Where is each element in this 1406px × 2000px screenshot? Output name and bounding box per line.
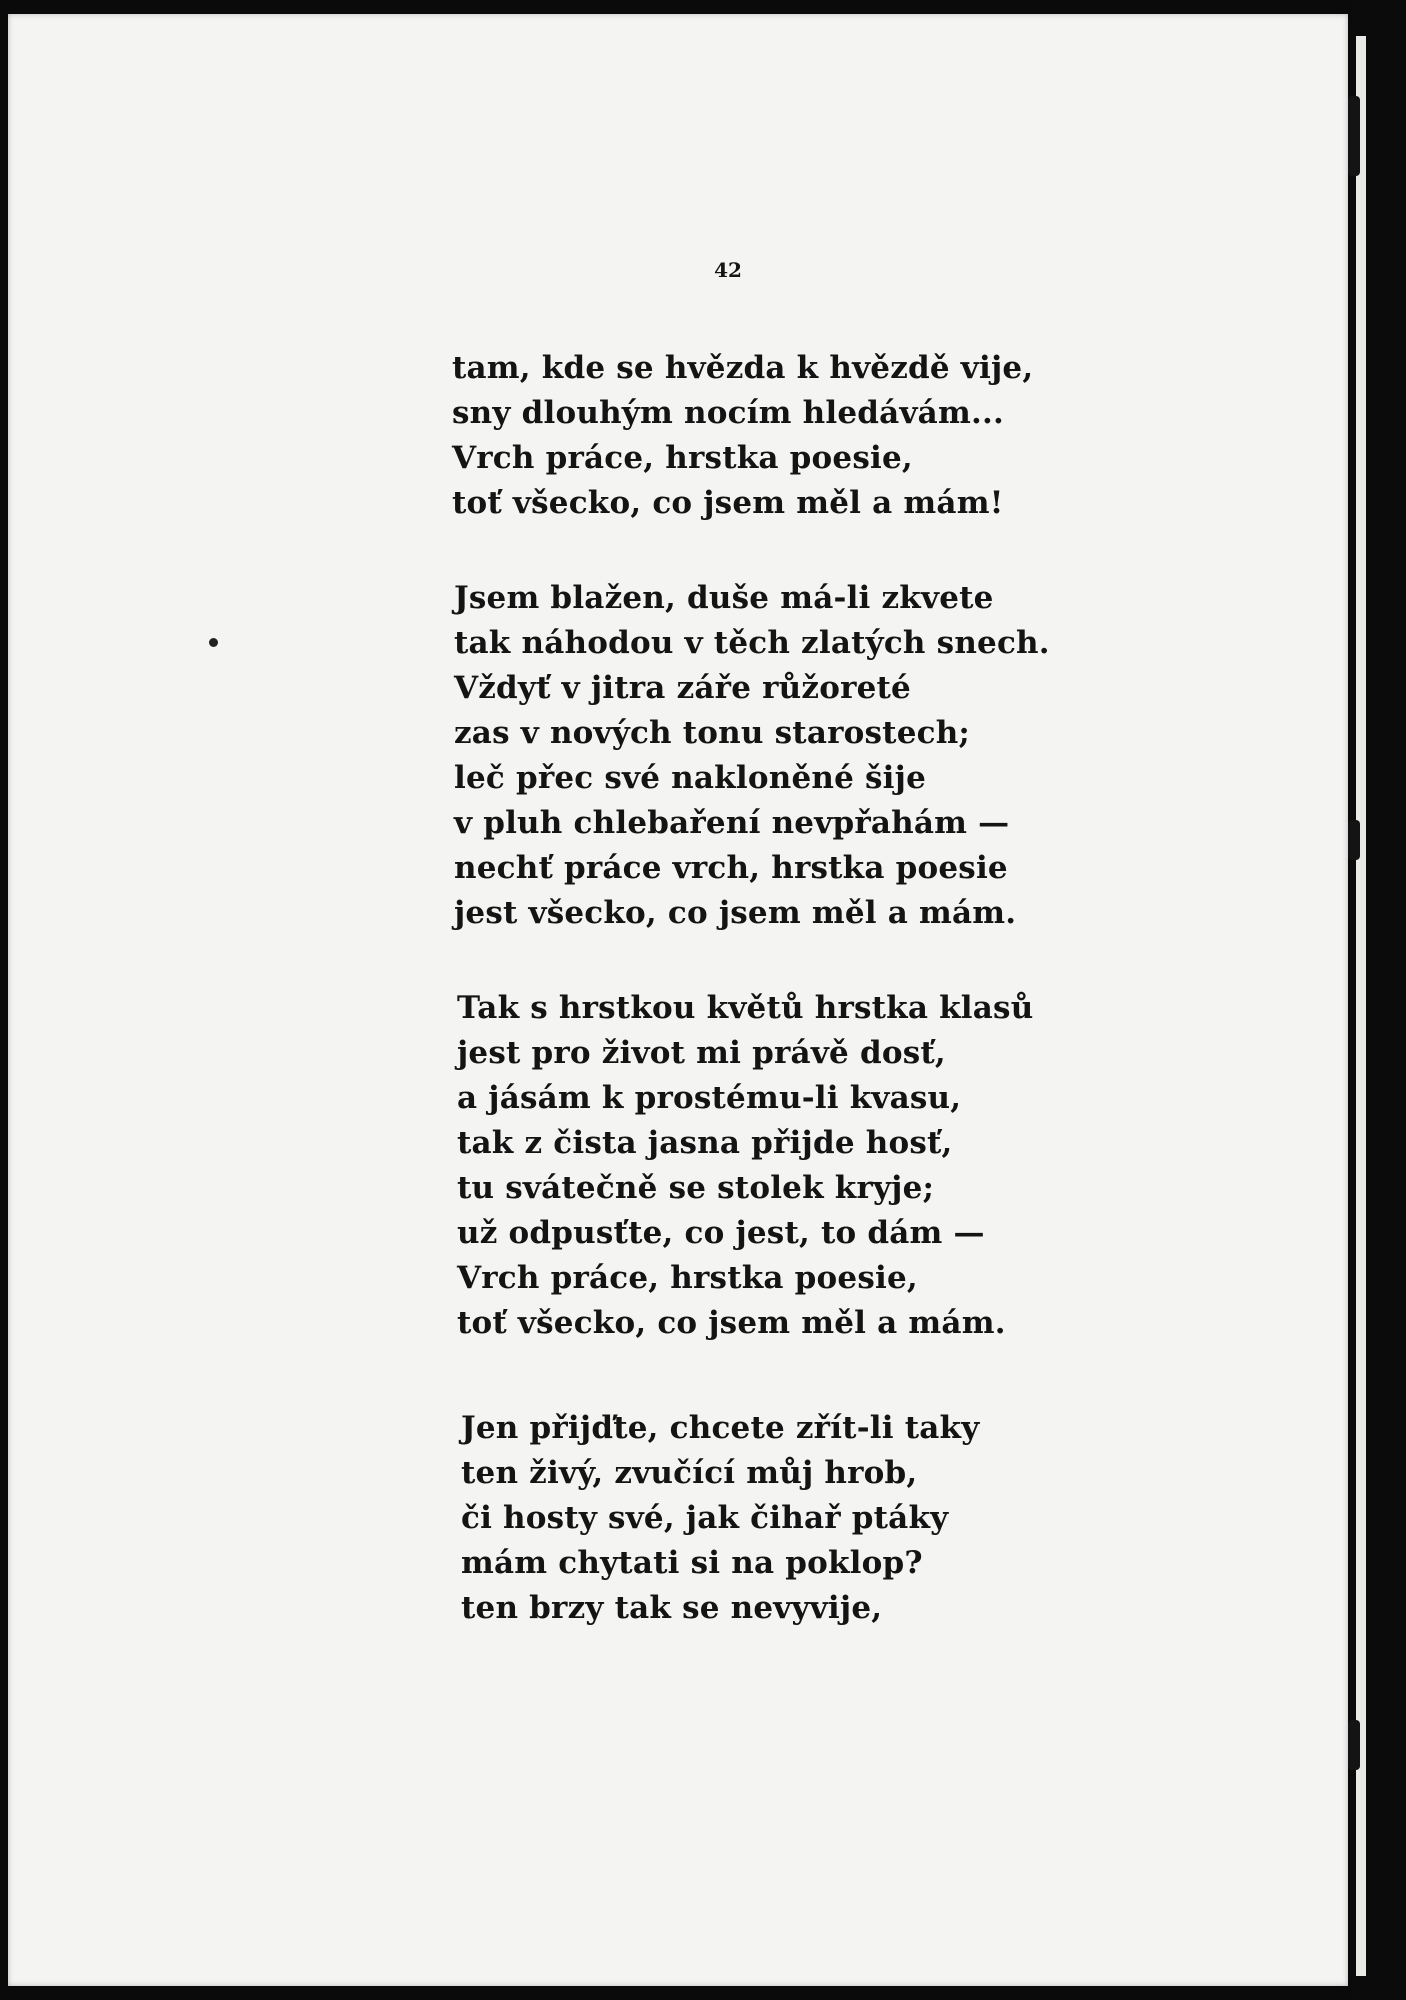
- poem-line: jest všecko, co jsem měl a mám.: [454, 895, 1017, 931]
- poem-line: toť všecko, co jsem měl a mám.: [457, 1305, 1006, 1341]
- poem-line: Jsem blažen, duše má-li zkvete: [454, 580, 994, 616]
- poem-line: toť všecko, co jsem měl a mám!: [452, 485, 1004, 521]
- poem-line: leč přec své nakloněné šije: [454, 760, 926, 796]
- edge-mark: [1348, 820, 1360, 860]
- poem-line: tak z čista jasna přijde hosť,: [457, 1125, 953, 1161]
- poem-line: Vždyť v jitra záře růžoreté: [454, 670, 911, 706]
- poem-line: nechť práce vrch, hrstka poesie: [454, 850, 1008, 886]
- poem-line: tam, kde se hvězda k hvězdě vije,: [452, 350, 1034, 386]
- edge-mark: [1348, 96, 1360, 176]
- poem-line: v pluh chlebaření nevpřahám —: [454, 805, 1010, 841]
- poem-line: Vrch práce, hrstka poesie,: [452, 440, 913, 476]
- book-page: [8, 14, 1348, 1986]
- poem-line: Vrch práce, hrstka poesie,: [457, 1260, 918, 1296]
- poem-line: ten brzy tak se nevyvije,: [461, 1590, 883, 1626]
- poem-line: tu svátečně se stolek kryje;: [457, 1170, 935, 1206]
- page-edge-strip: [1356, 36, 1366, 1976]
- poem-line: Jen přijďte, chcete zřít-li taky: [461, 1410, 980, 1446]
- poem-line: už odpusťte, co jest, to dám —: [457, 1215, 985, 1251]
- poem-line: Tak s hrstkou květů hrstka klasů: [457, 990, 1034, 1026]
- poem-line: zas v nových tonu starostech;: [454, 715, 971, 751]
- poem-line: či hosty své, jak čihař ptáky: [461, 1500, 949, 1536]
- poem-line: jest pro život mi právě dosť,: [457, 1035, 946, 1071]
- edge-mark: [1348, 1720, 1360, 1770]
- poem: [8, 14, 1348, 1986]
- poem-line: sny dlouhým nocím hledávám...: [452, 395, 1004, 431]
- poem-line: tak náhodou v těch zlatých snech.: [454, 625, 1050, 661]
- poem-line: a jásám k prostému-li kvasu,: [457, 1080, 962, 1116]
- poem-line: mám chytati si na poklop?: [461, 1545, 923, 1581]
- poem-line: ten živý, zvučící můj hrob,: [461, 1455, 918, 1491]
- page-number: 42: [714, 258, 742, 282]
